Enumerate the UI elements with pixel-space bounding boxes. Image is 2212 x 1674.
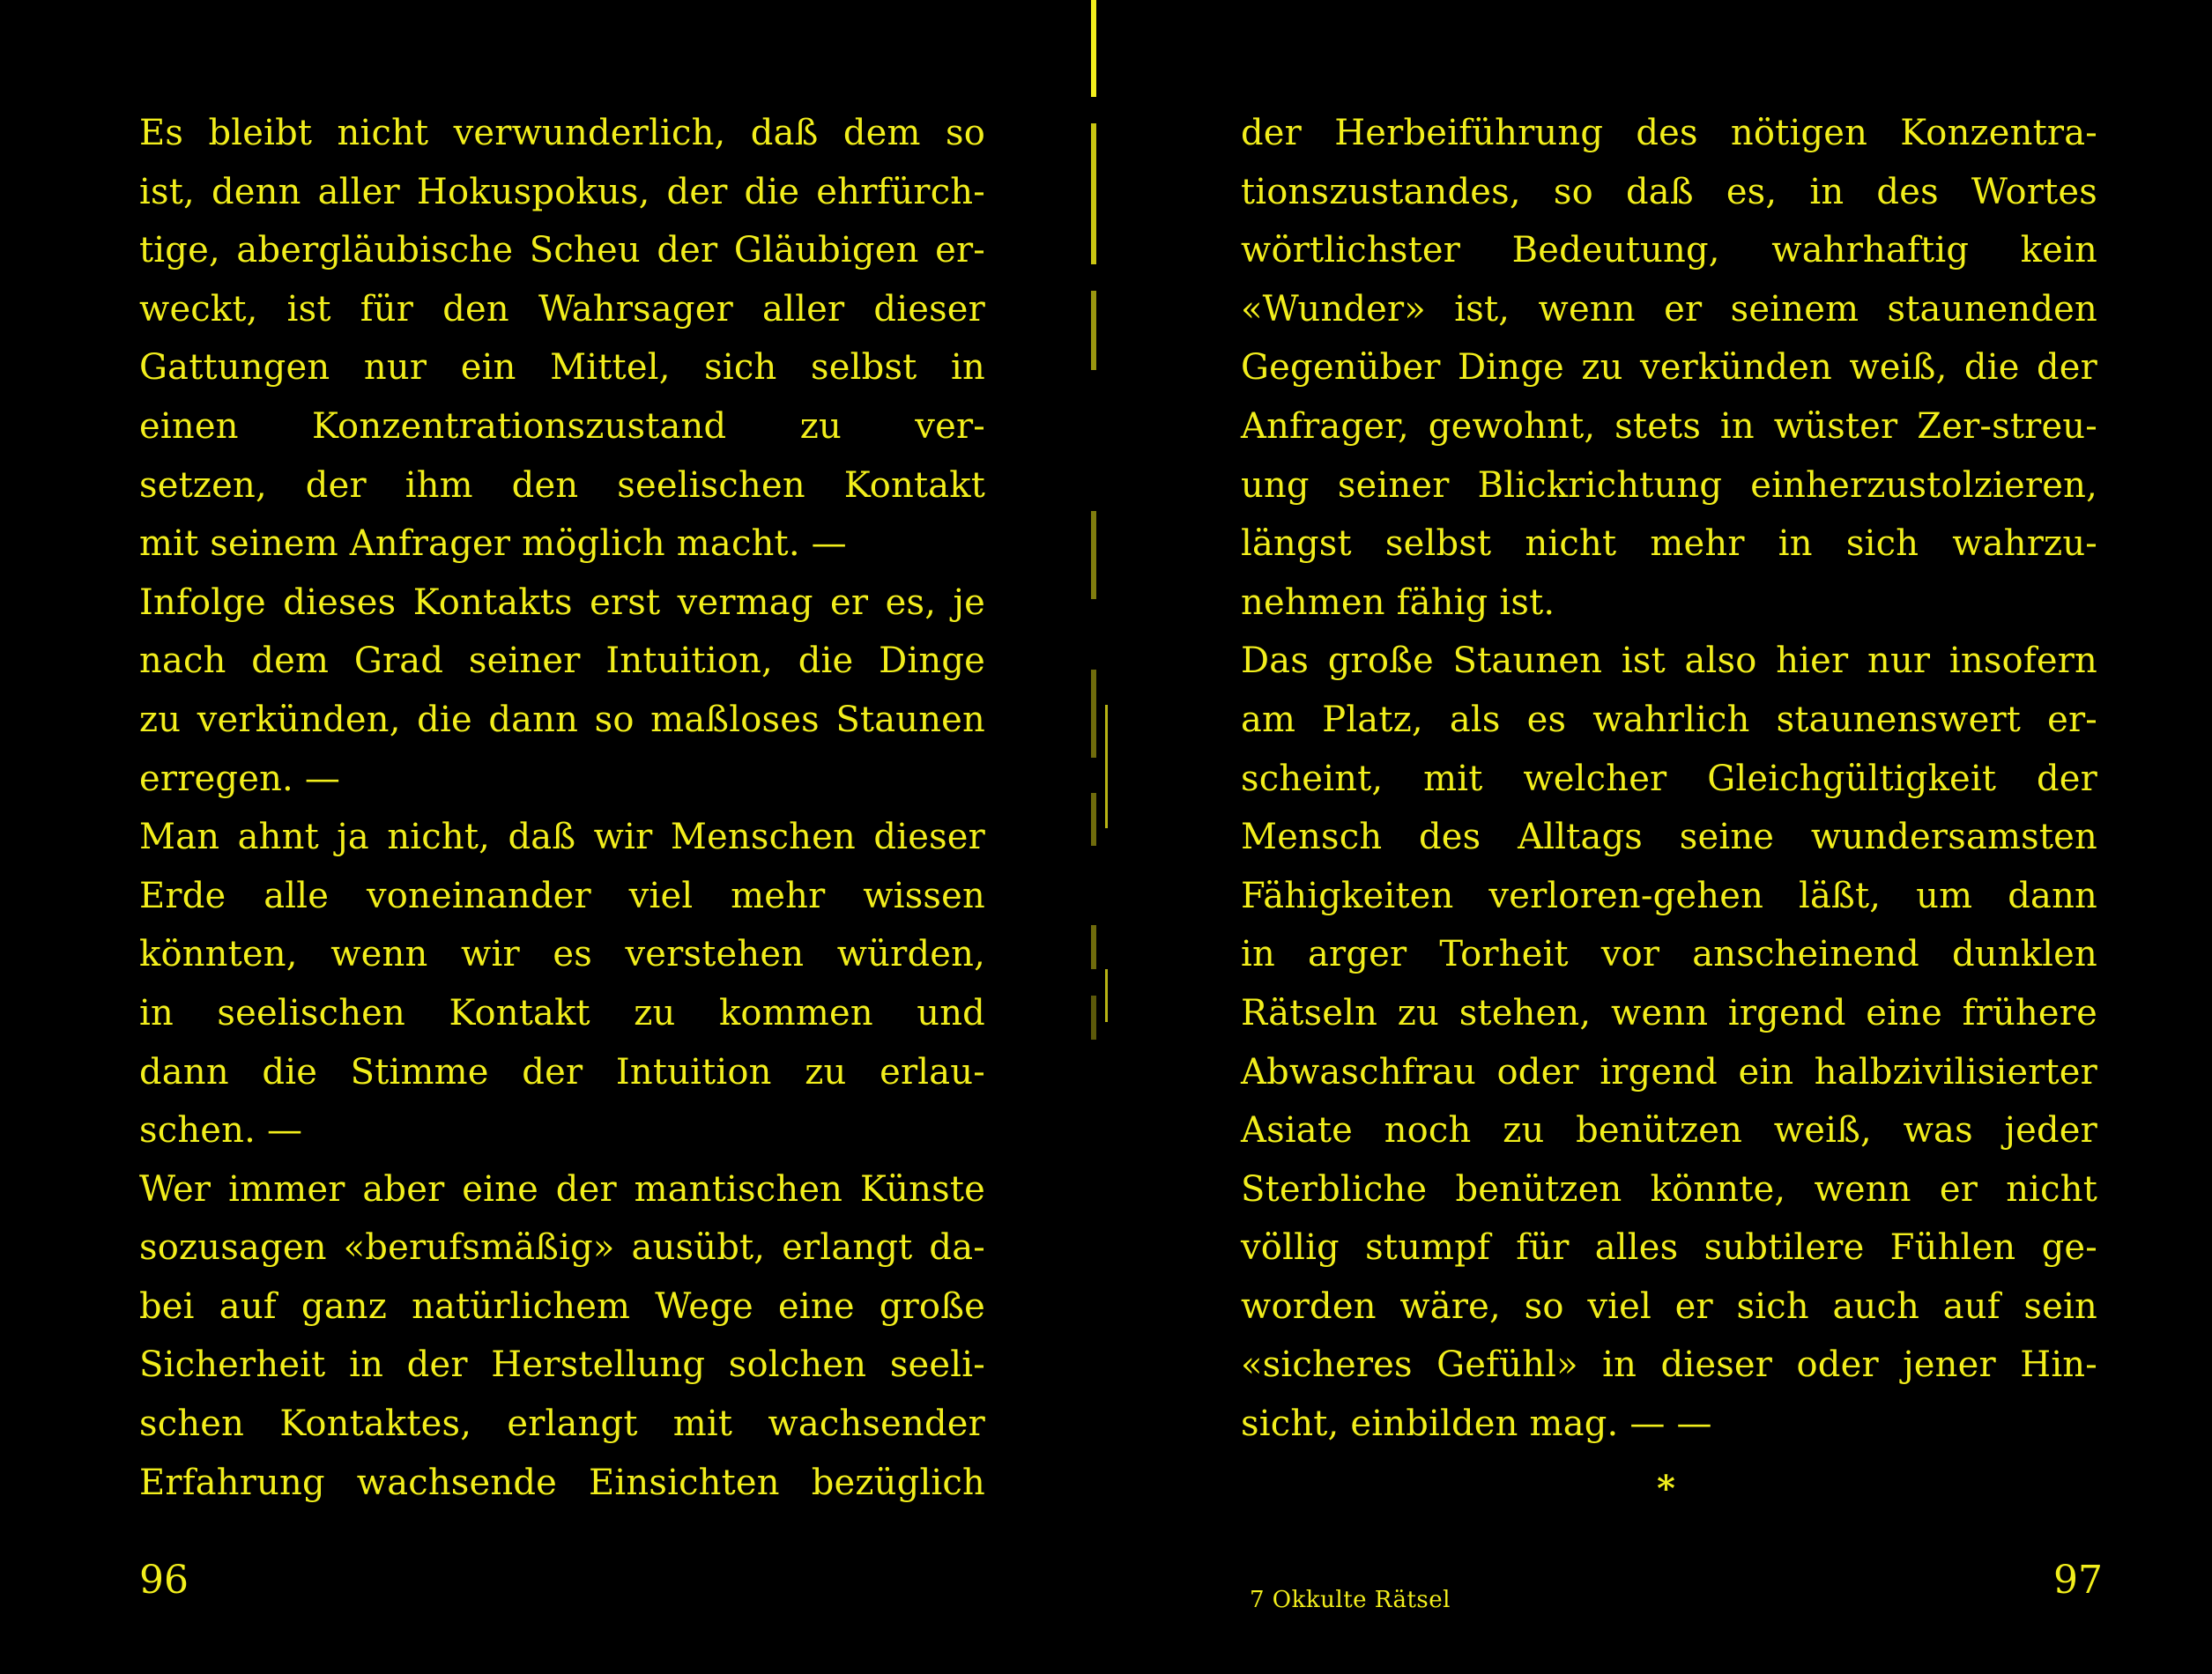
signature-mark: 7 Okkulte Rätsel — [1250, 1587, 1451, 1613]
text-line: nach dem Grad seiner Intuition, die Dinge — [139, 641, 985, 682]
text-line: der Herbeiführung des nötigen Konzentra- — [1241, 113, 2097, 153]
text-line: am Platz, als es wahrlich staunenswert er- — [1241, 699, 2097, 740]
text-line: Es bleibt nicht verwunderlich, daß dem so — [139, 113, 985, 153]
book-gutter-mark — [1105, 705, 1108, 1040]
text-line: Fähigkeiten verloren-gehen läßt, um dann — [1241, 875, 2097, 916]
right-page — [1241, 104, 2097, 1454]
text-line: Sterbliche benützen könnte, wenn er nicht — [1241, 1168, 2097, 1210]
text-line: setzen, der ihm den seelischen Kontakt — [139, 464, 985, 506]
text-line: wörtlichster Bedeutung, wahrhaftig kein — [1241, 230, 2097, 271]
text-line: scheint, mit welcher Gleichgültigkeit der — [1241, 758, 2097, 799]
text-line: längst selbst nicht mehr in sich wahrzu- — [1241, 523, 2097, 565]
text-line: dann die Stimme der Intuition zu erlau- — [139, 1051, 985, 1093]
text-line: erregen. — — [139, 758, 341, 799]
section-asterism: * — [1657, 1468, 1675, 1509]
text-line: Infolge dieses Kontakts erst vermag er es, je — [139, 581, 985, 623]
text-line: tige, abergläubische Scheu der Gläubigen er- — [139, 230, 985, 271]
text-line: sicht, einbilden mag. — — — [1241, 1404, 1712, 1445]
text-line: ist, denn aller Hokuspokus, der die ehrfürch- — [139, 171, 985, 212]
text-line: Gegenüber Dinge zu verkünden weiß, die der — [1241, 347, 2097, 389]
book-gutter — [1091, 0, 1096, 1181]
text-line: könnten, wenn wir es verstehen würden, — [139, 934, 985, 975]
text-line: worden wäre, so viel er sich auch auf sein — [1241, 1285, 2097, 1327]
text-line: Wer immer aber eine der mantischen Künste — [139, 1168, 985, 1210]
page-number-right: 97 — [2053, 1558, 2103, 1603]
page-number-left: 96 — [139, 1558, 189, 1603]
text-line: Anfrager, gewohnt, stets in wüster Zer-streu- — [1241, 405, 2097, 447]
text-line: in arger Torheit vor anscheinend dunklen — [1241, 934, 2097, 975]
text-line: Das große Staunen ist also hier nur insofern — [1241, 641, 2097, 682]
text-line: Man ahnt ja nicht, daß wir Menschen dieser — [139, 817, 985, 858]
text-line: Abwaschfrau oder irgend ein halbzivilisierter — [1241, 1051, 2097, 1093]
text-line: in seelischen Kontakt zu kommen und — [139, 992, 985, 1033]
text-line: Mensch des Alltags seine wundersamsten — [1241, 817, 2097, 858]
text-line: «Wunder» ist, wenn er seinem staunenden — [1241, 288, 2097, 330]
text-line: nehmen fähig ist. — [1241, 581, 1555, 623]
text-line: zu verkünden, die dann so maßloses Staunen — [139, 699, 985, 740]
text-line: mit seinem Anfrager möglich macht. — — [139, 523, 847, 565]
text-line: sozusagen «berufsmäßig» ausübt, erlangt da- — [139, 1227, 985, 1269]
left-page — [139, 104, 985, 1512]
text-line: weckt, ist für den Wahrsager aller dieser — [139, 288, 985, 330]
text-line: schen Kontaktes, erlangt mit wachsender — [139, 1404, 985, 1445]
text-line: Rätseln zu stehen, wenn irgend eine frühere — [1241, 992, 2097, 1033]
text-line: «sicheres Gefühl» in dieser oder jener Hin- — [1241, 1344, 2097, 1386]
text-line: tionszustandes, so daß es, in des Wortes — [1241, 171, 2097, 212]
text-line: völlig stumpf für alles subtilere Fühlen ge- — [1241, 1227, 2097, 1269]
text-line: Sicherheit in der Herstellung solchen seeli- — [139, 1344, 985, 1386]
text-line: schen. — — [139, 1110, 303, 1152]
text-line: Erde alle voneinander viel mehr wissen — [139, 875, 985, 916]
text-line: bei auf ganz natürlichem Wege eine große — [139, 1285, 985, 1327]
text-line: einen Konzentrationszustand zu ver- — [139, 405, 985, 447]
text-line: Erfahrung wachsende Einsichten bezüglich — [139, 1462, 985, 1503]
text-line: Gattungen nur ein Mittel, sich selbst in — [139, 347, 985, 389]
text-line: Asiate noch zu benützen weiß, was jeder — [1241, 1110, 2097, 1152]
text-line: ung seiner Blickrichtung einherzustolzieren, — [1241, 464, 2097, 506]
